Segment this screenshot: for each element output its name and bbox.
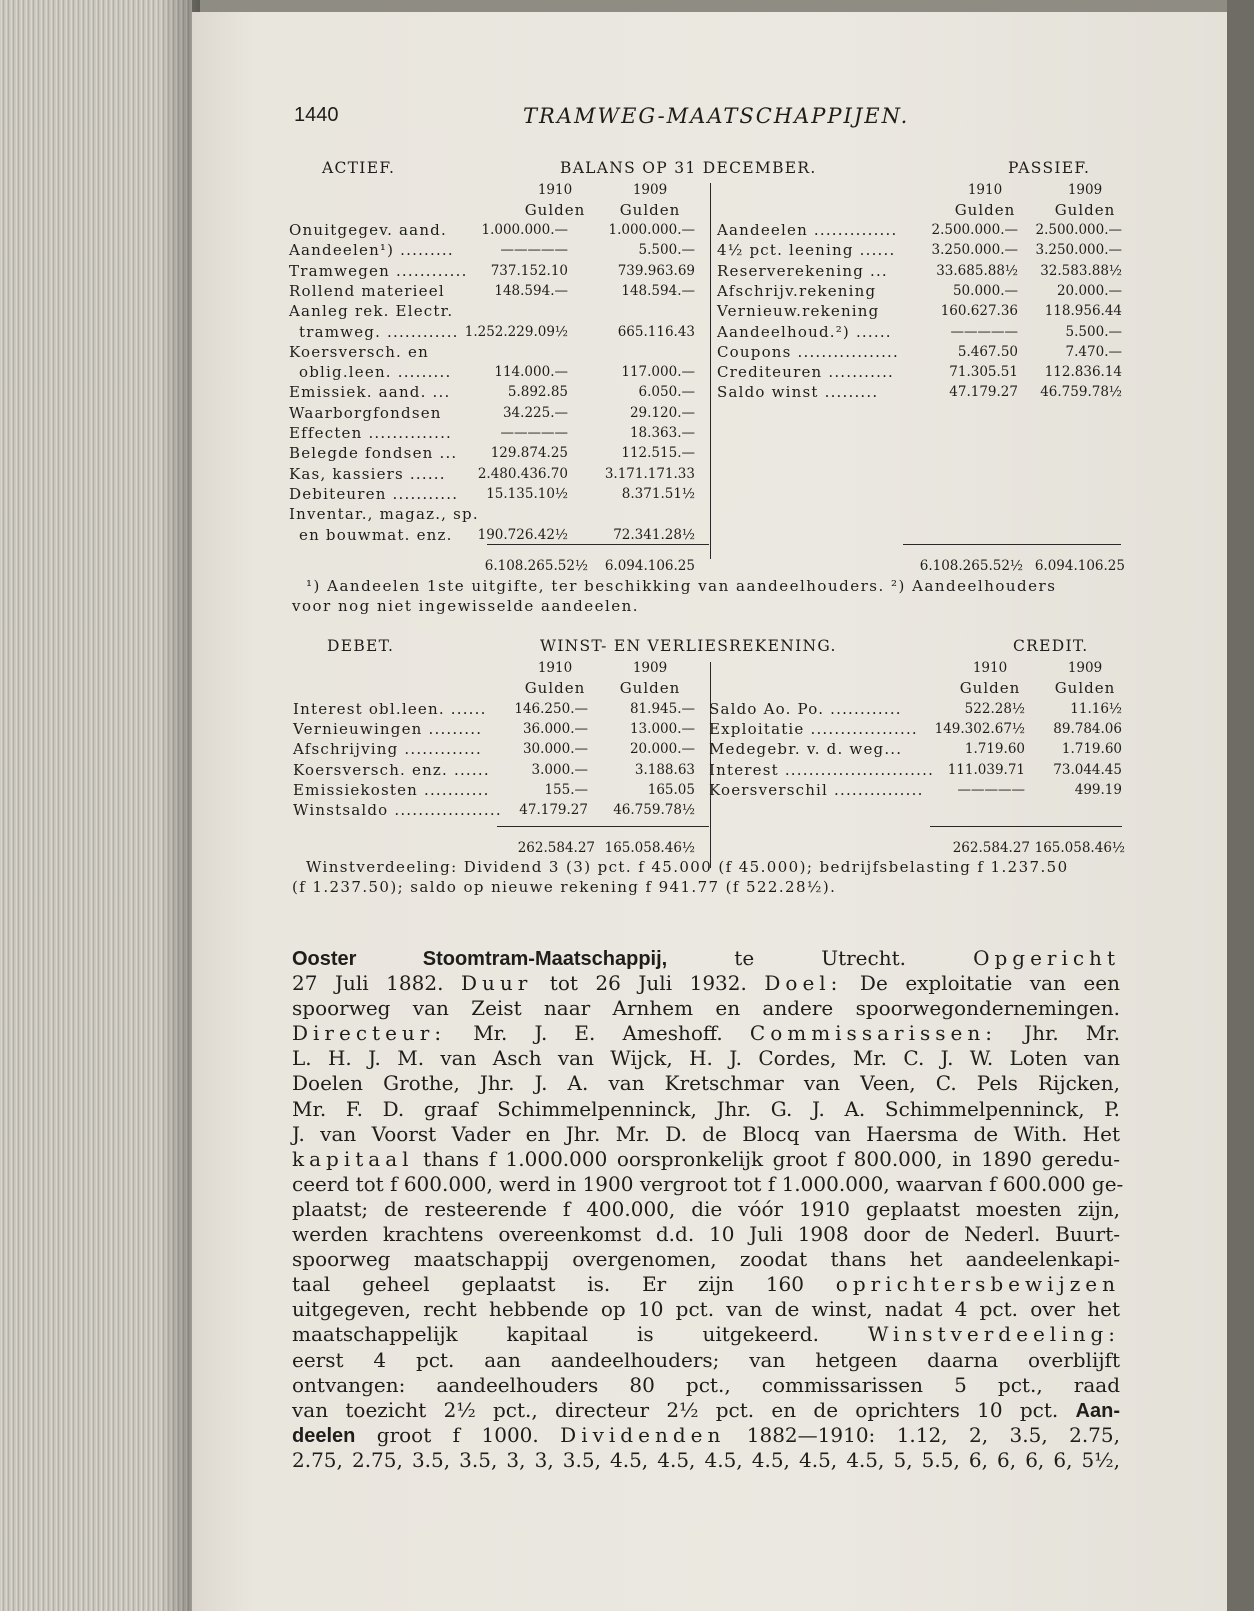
actief-row-1910: 1.000.000.—: [481, 222, 568, 238]
passief-row-1909: 3.250.000.—: [1035, 242, 1122, 259]
debet-unit-1909: Gulden: [619, 679, 681, 697]
credit-row-1910: 1.719.60: [964, 741, 1025, 758]
actief-row-1909: 18.363.—: [629, 425, 695, 441]
credit-row-1909: 1.719.60: [1061, 741, 1122, 758]
actief-row-label: Rollend materieel: [289, 281, 445, 300]
actief-row-1910: —————: [500, 242, 568, 259]
debet-row-1910: 146.250.—: [514, 701, 588, 717]
text-run: spoorweg maatschappij overgenomen, zoodat thans het aandeelenkapi-: [292, 1247, 1120, 1272]
passief-row-label: 4½ pct. leening ......: [717, 241, 896, 260]
credit-unit-1910: Gulden: [959, 679, 1021, 697]
passief-row-label: Reserverekening ...: [717, 261, 888, 280]
actief-row-1910: 2.480.436.70: [477, 465, 568, 482]
actief-row-1909: 3.171.171.33: [604, 465, 695, 482]
actief-row-label: tramweg. ............: [299, 322, 459, 341]
debet-row-label: Interest obl.leen. ......: [293, 700, 487, 718]
credit-row-1909: 73.044.45: [1053, 761, 1122, 778]
paragraph-line: [292, 1097, 1120, 1122]
credit-heading: CREDIT.: [1013, 637, 1089, 655]
paragraph-line: [292, 1373, 1120, 1398]
debet-row-label: Vernieuwingen .........: [293, 720, 483, 739]
debet-total-1910: 262.584.27: [517, 840, 595, 856]
credit-row-1910: 522.28½: [964, 701, 1025, 717]
actief-row-label: Kas, kassiers ......: [289, 464, 446, 483]
actief-row-label: oblig.leen. .........: [299, 363, 452, 382]
credit-row-1910: 149.302.67½: [934, 721, 1025, 738]
actief-total-1910: 6.108.265.52½: [484, 558, 588, 574]
actief-row-label: Koersversch. en: [289, 342, 429, 361]
text-run: ceerd tot f 600.000, werd in 1900 vergroot tot f 1.000.000, waarvan f 600.000 ge-: [292, 1171, 1124, 1196]
passief-row-1910: 2.500.000.—: [931, 222, 1018, 238]
text-run: Jhr. Mr.: [996, 1021, 1120, 1046]
passief-row-label: Crediteuren ...........: [717, 363, 895, 382]
text-run: eerst 4 pct. aan aandeelhouders; van hetgeen daarna overblijft: [292, 1347, 1120, 1372]
actief-row-1910: 148.594.—: [494, 282, 568, 299]
actief-row-label: Inventar., magaz., sp.: [289, 505, 479, 524]
actief-heading: ACTIEF.: [322, 159, 396, 177]
actief-total-rule: [487, 544, 709, 545]
debet-row-label: Koersversch. enz. ......: [293, 760, 490, 779]
text-run: spoorweg van Zeist naar Arnhem en andere spoorwegondernemingen.: [292, 996, 1120, 1021]
passief-row-1910: 3.250.000.—: [931, 242, 1018, 259]
actief-row-1909: 112.515.—: [621, 445, 695, 462]
paragraph-line: [292, 1147, 1120, 1172]
spaced-term: Directeur:: [292, 1021, 447, 1046]
actief-year-1909: 1909: [632, 182, 668, 198]
actief-row-1910: 190.726.42½: [477, 526, 568, 543]
passief-row-1910: —————: [950, 323, 1018, 340]
balance-title: BALANS OP 31 DECEMBER.: [560, 159, 817, 177]
text-run: De exploitatie van een: [842, 971, 1120, 996]
credit-year-1910: 1910: [972, 660, 1008, 676]
debet-row-1910: 47.179.27: [519, 802, 588, 818]
debet-row-1909: 81.945.—: [629, 701, 695, 717]
text-run: J. van Voorst Vader en Jhr. Mr. D. de Blocq van Haersma de With. Het: [292, 1121, 1120, 1146]
passief-row-label: Vernieuw.rekening: [717, 302, 880, 321]
debet-row-1909: 3.188.63: [634, 761, 695, 778]
spaced-term: kapitaal: [292, 1146, 414, 1171]
debet-year-1910: 1910: [537, 660, 573, 676]
credit-unit-1909: Gulden: [1054, 679, 1116, 697]
actief-row-1910: 114.000.—: [494, 364, 568, 381]
debet-year-1909: 1909: [632, 660, 668, 676]
passief-unit-1910: Gulden: [954, 201, 1016, 219]
credit-row-label: Exploitatie ..................: [709, 720, 918, 739]
credit-row-1910: 111.039.71: [947, 761, 1025, 778]
actief-row-1909: 8.371.51½: [621, 485, 695, 502]
passief-row-1910: 5.467.50: [957, 343, 1018, 360]
text-run: plaatst; de resteerende f 400.000, die vóór 1910 geplaatst moesten zijn,: [292, 1196, 1120, 1221]
passief-row-1909: 2.500.000.—: [1035, 222, 1122, 238]
actief-row-1910: 34.225.—: [502, 404, 568, 421]
paragraph-line: [292, 1272, 1120, 1297]
text-run: thans f 1.000.000 oorspronkelijk groot f 800.000, in 1890 geredu-: [413, 1146, 1120, 1171]
debet-total-rule: [497, 826, 709, 827]
debet-heading: DEBET.: [327, 637, 395, 655]
text-run: werden krachtens overeenkomst d.d. 10 Juli 1908 door de Nederl. Buurt-: [292, 1222, 1120, 1247]
running-title: TRAMWEG-MAATSCHAPPIJEN.: [523, 104, 910, 128]
text-run: groot f 1000.: [355, 1422, 561, 1447]
debet-row-1910: 3.000.—: [531, 761, 588, 778]
spaced-term: Dividenden: [560, 1422, 726, 1447]
spaced-term: Opgericht: [973, 946, 1120, 970]
actief-row-1910: —————: [500, 425, 568, 441]
debet-row-1910: 30.000.—: [522, 741, 588, 758]
debet-row-label: Afschrijving .............: [293, 740, 482, 759]
actief-row-label: Emissiek. aand. ...: [289, 383, 451, 402]
text-run: Mr. J. E. Ameshoff.: [446, 1021, 750, 1046]
credit-row-1910: —————: [957, 781, 1025, 798]
passief-row-1910: 71.305.51: [949, 364, 1018, 381]
passief-row-label: Aandeelhoud.²) ......: [717, 322, 892, 341]
debet-total-1909: 165.058.46½: [604, 840, 695, 856]
debet-unit-1910: Gulden: [524, 679, 586, 697]
actief-unit-1910: Gulden: [524, 201, 586, 219]
debet-row-label: Winstsaldo ..................: [293, 801, 502, 819]
spaced-term: Duur: [460, 971, 533, 996]
actief-row-1910: 1.252.229.09½: [464, 323, 568, 340]
paragraph-line: [292, 1322, 1120, 1347]
actief-row-label: en bouwmat. enz.: [299, 525, 453, 544]
debet-row-1909: 20.000.—: [629, 741, 695, 758]
passief-row-1910: 160.627.36: [940, 303, 1018, 320]
actief-total-1909: 6.094.106.25: [604, 558, 695, 574]
actief-row-label: Tramwegen ............: [289, 261, 468, 280]
credit-row-1909: 89.784.06: [1053, 721, 1122, 738]
paragraph-line: [292, 1398, 1120, 1423]
actief-row-1909: 29.120.—: [629, 404, 695, 421]
passief-total-rule: [903, 544, 1121, 545]
paragraph-line: [292, 1122, 1120, 1147]
actief-row-1909: 739.963.69: [617, 262, 695, 279]
text-run: ontvangen: aandeelhouders 80 pct., commissarissen 5 pct., raad: [292, 1372, 1120, 1397]
debet-row-1910: 36.000.—: [522, 721, 588, 738]
spaced-term: oprichtersbewijzen: [835, 1272, 1120, 1297]
actief-row-1909: 72.341.28½: [613, 526, 695, 543]
actief-year-1910: 1910: [537, 182, 573, 198]
passief-row-1910: 47.179.27: [949, 384, 1018, 401]
passief-row-1909: 46.759.78½: [1040, 384, 1122, 401]
actief-row-label: Waarborgfondsen: [289, 403, 442, 422]
actief-row-1910: 15.135.10½: [486, 485, 568, 502]
text-run: 1882—1910: 1.12, 2, 3.5, 2.75,: [725, 1422, 1120, 1447]
credit-row-label: Medegebr. v. d. weg...: [709, 740, 903, 759]
paragraph-line: [292, 1046, 1120, 1071]
credit-row-1909: 11.16½: [1070, 701, 1122, 717]
spaced-term: Commissarissen:: [749, 1021, 997, 1046]
paragraph-line: [292, 971, 1120, 996]
passief-total-1910: 6.108.265.52½: [919, 558, 1023, 574]
debet-row-1910: 155.—: [544, 781, 588, 798]
text-run: taal geheel geplaatst is. Er zijn 160: [292, 1272, 836, 1297]
credit-total-1909: 165.058.46½: [1034, 840, 1125, 856]
passief-row-1909: 7.470.—: [1065, 343, 1122, 360]
ooster-stoomtram-entry: [292, 946, 1124, 1473]
page-right-edge: [1227, 0, 1254, 1611]
text-run: 27 Juli 1882.: [292, 971, 461, 996]
actief-row-label: Aandeelen¹) .........: [289, 241, 454, 260]
page-number: 1440: [294, 104, 339, 126]
passief-row-1909: 118.956.44: [1044, 303, 1122, 320]
text-run: L. H. J. M. van Asch van Wijck, H. J. Cordes, Mr. C. J. W. Loten van: [292, 1046, 1120, 1071]
text-run: van toezicht 2½ pct., directeur 2½ pct. en de oprichters 10 pct.: [292, 1397, 1076, 1422]
actief-row-label: Debiteuren ...........: [289, 484, 459, 503]
bold-term: Ooster Stoomtram-Maatschappij,: [292, 948, 668, 970]
passief-row-1910: 50.000.—: [952, 282, 1018, 299]
paragraph-line: [292, 996, 1120, 1021]
actief-row-1910: 5.892.85: [507, 384, 568, 401]
text-run: Doelen Grothe, Jhr. J. A. van Kretschmar van Veen, C. Pels Rijcken,: [292, 1071, 1120, 1096]
actief-row-1909: 117.000.—: [621, 364, 695, 381]
paragraph-line: [292, 1348, 1120, 1373]
text-run: tot 26 Juli 1932.: [532, 971, 765, 996]
debet-row-1909: 46.759.78½: [613, 802, 695, 818]
credit-year-1909: 1909: [1067, 660, 1103, 676]
passief-row-label: Aandeelen ..............: [717, 221, 898, 239]
text-run: Mr. F. D. graaf Schimmelpenninck, Jhr. G. J. A. Schimmelpenninck, P.: [292, 1096, 1120, 1121]
paragraph-line: [292, 1423, 1120, 1448]
actief-row-label: Effecten ..............: [289, 424, 453, 442]
text-run: maatschappelijk kapitaal is uitgekeerd.: [292, 1322, 868, 1347]
passief-row-1909: 5.500.—: [1065, 323, 1122, 340]
passief-row-label: Afschrijv.rekening: [717, 281, 877, 300]
balance-footnote-line-1: ¹) Aandeelen 1ste uitgifte, ter beschikking van aandeelhouders. ²) Aandeelhouders: [306, 577, 1057, 595]
paragraph-line: [292, 1071, 1120, 1096]
winst-title: WINST- EN VERLIESREKENING.: [540, 637, 837, 655]
credit-total-1910: 262.584.27: [952, 840, 1030, 856]
paragraph-line: [292, 1197, 1120, 1222]
actief-row-1909: 1.000.000.—: [608, 222, 695, 238]
bold-term: deelen: [292, 1424, 356, 1447]
spaced-term: Doel:: [764, 971, 843, 996]
passief-row-1910: 33.685.88½: [936, 262, 1018, 279]
passief-row-label: Coupons .................: [717, 342, 899, 361]
paragraph-line: [292, 1448, 1120, 1473]
actief-row-1909: 5.500.—: [638, 242, 695, 259]
debet-row-1909: 165.05: [647, 781, 695, 798]
passief-year-1909: 1909: [1067, 182, 1103, 198]
credit-row-1909: 499.19: [1074, 781, 1122, 798]
actief-row-1909: 148.594.—: [621, 282, 695, 299]
passief-row-label: Saldo winst .........: [717, 383, 879, 402]
passief-total-1909: 6.094.106.25: [1034, 558, 1125, 574]
credit-total-rule: [930, 826, 1122, 827]
actief-row-label: Belegde fondsen ...: [289, 444, 458, 463]
winstverdeeling-note-line-1: Winstverdeeling: Dividend 3 (3) pct. f 45.000 (f 45.000); bedrijfsbelasting f 1.237.50: [306, 858, 1069, 876]
credit-row-label: Koersverschil ...............: [709, 780, 924, 799]
balance-center-rule: [710, 183, 711, 559]
text-run: uitgegeven, recht hebbende op 10 pct. van de winst, nadat 4 pct. over het: [292, 1297, 1120, 1322]
actief-row-label: Aanleg rek. Electr.: [289, 302, 454, 321]
text-run: 2.75, 2.75, 3.5, 3.5, 3, 3, 3.5, 4.5, 4.5, 4.5, 4.5, 4.5, 4.5, 5, 5.5, 6, 6, 6, 6, 5½,: [292, 1447, 1120, 1472]
debet-row-1909: 13.000.—: [629, 721, 695, 738]
passief-row-1909: 112.836.14: [1044, 364, 1122, 381]
passief-row-1909: 32.583.88½: [1040, 262, 1122, 279]
actief-row-1910: 737.152.10: [490, 262, 568, 279]
credit-row-label: Saldo Ao. Po. ............: [709, 700, 902, 718]
paragraph-line: [292, 1222, 1120, 1247]
credit-row-label: Interest .........................: [709, 760, 935, 779]
actief-row-1910: 129.874.25: [490, 445, 568, 462]
actief-row-1909: 6.050.—: [638, 384, 695, 401]
paragraph-line: [292, 1297, 1120, 1322]
paragraph-line: [292, 1247, 1120, 1272]
passief-unit-1909: Gulden: [1054, 201, 1116, 219]
passief-row-1909: 20.000.—: [1056, 282, 1122, 299]
paragraph-line: [292, 946, 1120, 971]
paragraph-line: [292, 1171, 1124, 1197]
passief-year-1910: 1910: [967, 182, 1003, 198]
paragraph-line: [292, 1021, 1120, 1046]
balance-footnote-line-2: voor nog niet ingewisselde aandeelen.: [292, 597, 640, 615]
text-run: te Utrecht.: [667, 946, 974, 970]
passief-heading: PASSIEF.: [1008, 159, 1091, 177]
bold-term: Aan-: [1075, 1399, 1120, 1422]
actief-row-label: Onuitgegev. aand.: [289, 221, 447, 239]
debet-row-label: Emissiekosten ...........: [293, 780, 490, 799]
winstverdeeling-note-line-2: (f 1.237.50); saldo op nieuwe rekening f 941.77 (f 522.28½).: [292, 878, 837, 896]
actief-unit-1909: Gulden: [619, 201, 681, 219]
actief-row-1909: 665.116.43: [617, 323, 695, 340]
spaced-term: Winstverdeeling:: [867, 1322, 1120, 1347]
